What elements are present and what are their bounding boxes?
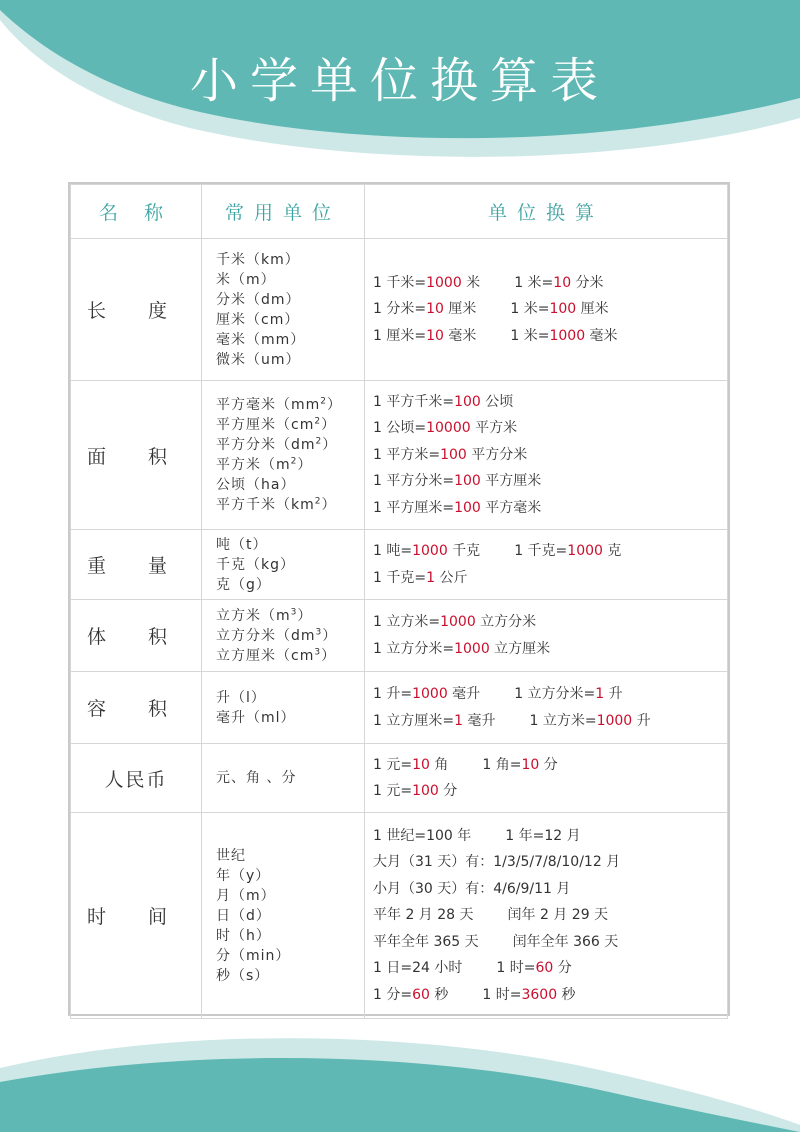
unit-item: 吨（t） [216, 536, 268, 553]
conversion-value: 10 [521, 756, 540, 773]
unit-item: 时（h） [216, 927, 271, 944]
conversion-line [373, 849, 726, 876]
conversion-line [373, 752, 726, 779]
conversion-text: 厘米 [576, 301, 609, 318]
conversion-item [373, 468, 541, 495]
conversion-value: 1 [454, 712, 464, 729]
conversion-item [482, 752, 557, 779]
conversion-text: 升 [604, 686, 623, 702]
unit-item: 毫米（mm） [216, 331, 306, 348]
unit-exponent: 2 [314, 496, 322, 507]
unit-item: 米（m） [216, 271, 276, 288]
row-units [202, 744, 365, 813]
conversion-line [373, 708, 726, 735]
row-name: 面 积 [71, 381, 202, 530]
conversion-line [373, 823, 726, 850]
conversion-line [373, 955, 726, 982]
conversion-item [373, 609, 536, 636]
conversion-value: 10 [426, 327, 444, 344]
row-units [202, 530, 365, 600]
unit-item: 升（l） [216, 689, 266, 706]
unit-text: 立方米（m [216, 607, 291, 624]
unit-item [216, 646, 363, 666]
conversion-text: 1 米= [510, 327, 550, 344]
conversion-line [373, 636, 726, 663]
row-name: 体 积 [71, 600, 202, 672]
unit-item: 元、角 、分 [216, 770, 297, 786]
conversion-text: 1 元= [373, 783, 413, 799]
conversion-item [510, 296, 608, 323]
conversion-text: 秒 [557, 986, 576, 1003]
conversion-text: 秒 [429, 986, 449, 1003]
row-conversions [365, 530, 728, 600]
conversion-text: 分 [539, 756, 558, 773]
conversion-text: 1 平方分米= [373, 473, 455, 490]
row-conversions [365, 813, 728, 1019]
conversion-value: 60 [535, 960, 554, 977]
conversion-text: 1 分米= [373, 301, 427, 318]
unit-item: 年（y） [216, 867, 271, 884]
conversion-item [373, 389, 513, 416]
conversion-value: 1000 [567, 543, 603, 559]
conversion-item [513, 929, 619, 956]
row-name: 重 量 [71, 530, 202, 600]
unit-item: 厘米（cm） [216, 311, 300, 328]
conversion-text: 1 立方分米= [514, 686, 596, 702]
conversion-item [514, 270, 603, 297]
conversion-text: 分米 [571, 274, 604, 291]
unit-exponent: 3 [290, 606, 298, 617]
conversion-text: 1 米= [510, 301, 550, 318]
conversion-text: 小月（30 天）有：4/6/9/11 月 [373, 880, 571, 897]
unit-text-end: ） [321, 417, 337, 433]
conversion-value: 1 [426, 569, 436, 586]
conversion-value: 3600 [521, 986, 558, 1003]
header-units: 常用单位 [202, 185, 365, 239]
conversion-line [373, 495, 726, 522]
conversion-value: 1000 [426, 274, 462, 291]
conversion-item [373, 752, 448, 779]
conversion-value: 10000 [426, 420, 471, 437]
header-row [71, 185, 728, 239]
conversion-text: 厘米 [443, 301, 477, 318]
conversion-text: 1 立方米= [529, 712, 597, 729]
conversion-item [514, 681, 622, 708]
conversion-text: 平方分米 [466, 446, 528, 463]
conversion-value: 1000 [412, 543, 448, 559]
unit-text-end: ） [321, 647, 337, 664]
page-title: 小学单位换算表 [189, 53, 610, 109]
unit-item: 毫升（ml） [216, 709, 296, 726]
unit-item: 日（d） [216, 907, 271, 924]
conversion-text: 分 [438, 783, 458, 799]
conversion-item [373, 495, 541, 522]
conversion-text: 1 吨= [373, 543, 413, 559]
unit-item [216, 395, 363, 415]
row-name: 时 间 [71, 813, 202, 1019]
conversion-text: 闰年 2 月 29 天 [507, 907, 609, 924]
conversion-text: 平年 2 月 28 天 [373, 907, 474, 924]
unit-text: 立方分米（dm [216, 627, 316, 644]
conversion-item [373, 708, 495, 735]
conversion-value: 100 [454, 393, 481, 410]
conversion-value: 1000 [454, 640, 490, 657]
header-name: 名 称 [71, 185, 202, 239]
conversion-text: 1 平方千米= [373, 393, 455, 410]
conversion-text: 平方厘米 [480, 473, 542, 490]
unit-text-end: ） [327, 397, 343, 413]
row-name: 长 度 [71, 239, 202, 381]
conversion-line [373, 389, 726, 416]
table-row-capacity [71, 672, 728, 744]
row-conversions [365, 744, 728, 813]
conversion-text: 1 千克= [373, 569, 427, 586]
conversion-item [373, 849, 620, 876]
unit-text: 平方米（m [216, 457, 291, 473]
unit-item [216, 435, 363, 455]
conversion-value: 10 [553, 274, 572, 291]
conversion-item [373, 296, 476, 323]
row-units [202, 381, 365, 530]
conversion-text: 毫米 [585, 327, 618, 344]
conversion-text: 1 千克= [514, 543, 568, 559]
conversion-text: 1 时= [496, 960, 536, 977]
conversion-text: 1 年=12 月 [505, 827, 581, 844]
conversion-text: 公斤 [435, 569, 468, 586]
conversion-text: 1 立方厘米= [373, 712, 455, 729]
conversion-text: 升 [632, 712, 651, 729]
conversion-line [373, 778, 726, 805]
conversion-value: 100 [549, 301, 577, 318]
unit-item: 微米（um） [216, 351, 301, 368]
conversion-line [373, 538, 726, 565]
conversion-text: 毫升 [463, 712, 496, 729]
row-units [202, 672, 365, 744]
conversion-text: 1 米= [514, 274, 554, 291]
conversion-item [373, 442, 527, 469]
table-row-currency [71, 744, 728, 813]
conversion-item [373, 636, 550, 663]
unit-item: 分（min） [216, 947, 291, 964]
unit-text: 平方毫米（mm [216, 397, 321, 413]
unit-item [216, 626, 363, 646]
conversion-value: 100 [440, 446, 467, 463]
conversion-line [373, 468, 726, 495]
unit-text: 平方厘米（cm [216, 417, 315, 433]
unit-exponent: 2 [290, 456, 298, 467]
table-row-area [71, 381, 728, 530]
conversion-item [373, 538, 480, 565]
conversion-line [373, 876, 726, 903]
conversion-line [373, 681, 726, 708]
unit-item: 千克（kg） [216, 556, 295, 573]
conversion-text: 公顷 [480, 393, 514, 410]
unit-exponent: 2 [314, 416, 322, 427]
conversion-item [496, 955, 571, 982]
conversion-text: 平年全年 365 天 [373, 933, 479, 950]
conversion-text: 1 厘米= [373, 327, 427, 344]
conversion-text: 米 [461, 274, 481, 291]
conversion-text: 分 [553, 960, 572, 977]
conversion-text: 千克 [447, 543, 481, 559]
conversion-value: 100 [454, 473, 481, 490]
conversion-value: 10 [412, 756, 430, 773]
conversion-item [514, 538, 621, 565]
conversion-text: 大月（31 天）有：1/3/5/7/8/10/12 月 [373, 854, 621, 871]
unit-text-end: ） [321, 497, 337, 513]
conversion-item [373, 270, 480, 297]
conversion-line [373, 929, 726, 956]
conversion-value: 100 [454, 499, 481, 516]
table-row-time [71, 813, 728, 1019]
unit-text-end: ） [297, 607, 313, 624]
unit-item [216, 415, 363, 435]
conversion-item [373, 929, 479, 956]
conversion-text: 立方分米 [475, 614, 537, 630]
conversion-value: 10 [426, 301, 444, 318]
conversion-line [373, 442, 726, 469]
conversion-item [482, 982, 575, 1009]
conversion-text: 平方米 [470, 420, 518, 437]
conversion-text: 1 角= [482, 756, 522, 773]
unit-exponent: 3 [314, 646, 322, 657]
conversion-value: 1000 [412, 686, 448, 702]
row-name: 人民币 [71, 744, 202, 813]
conversion-text: 角 [429, 756, 449, 773]
unit-text: 平方千米（km [216, 497, 315, 513]
conversion-text: 1 平方厘米= [373, 499, 455, 516]
conversion-text: 1 元= [373, 756, 413, 773]
conversion-item [373, 876, 570, 903]
conversion-item [505, 823, 580, 850]
unit-item: 克（g） [216, 576, 271, 593]
unit-item [216, 475, 363, 495]
conversion-line [373, 902, 726, 929]
conversion-text: 平方毫米 [480, 499, 542, 516]
unit-text: 公顷（ha） [216, 477, 296, 493]
conversion-item [373, 902, 474, 929]
conversion-value: 1000 [596, 712, 633, 729]
conversion-text: 1 千米= [373, 274, 427, 291]
row-conversions [365, 381, 728, 530]
conversion-text: 1 立方米= [373, 614, 441, 630]
unit-text-end: ） [322, 627, 338, 644]
conversion-text: 闰年全年 366 天 [512, 933, 619, 950]
conversion-text: 毫升 [447, 686, 481, 702]
conversion-line [373, 982, 726, 1009]
unit-text-end: ） [322, 437, 338, 453]
conversion-text: 1 立方分米= [373, 640, 455, 657]
conversion-text: 1 升= [373, 686, 413, 702]
row-conversions [365, 600, 728, 672]
conversion-item [508, 902, 609, 929]
unit-item [216, 495, 363, 515]
conversion-text: 克 [602, 543, 622, 559]
unit-exponent: 2 [320, 396, 328, 407]
conversion-text: 1 日=24 小时 [373, 960, 463, 977]
conversion-value: 100 [412, 783, 439, 799]
conversion-line [373, 565, 726, 592]
row-conversions [365, 239, 728, 381]
conversion-item [529, 708, 650, 735]
conversion-item [373, 415, 517, 442]
conversion-line [373, 609, 726, 636]
conversion-text: 1 时= [482, 986, 522, 1003]
conversion-line [373, 296, 726, 323]
unit-item: 千米（km） [216, 251, 300, 268]
conversion-item [373, 823, 471, 850]
row-units [202, 239, 365, 381]
conversion-text: 1 分= [373, 986, 413, 1003]
conversion-line [373, 323, 726, 350]
conversion-item [373, 955, 462, 982]
unit-item: 世纪 [216, 847, 246, 864]
unit-text: 立方厘米（cm [216, 647, 315, 664]
table-row-volume [71, 600, 728, 672]
conversion-line [373, 415, 726, 442]
conversion-item [373, 982, 448, 1009]
table-row-weight [71, 530, 728, 600]
conversion-text: 1 世纪=100 年 [373, 827, 472, 844]
unit-item [216, 455, 363, 475]
row-name: 容 积 [71, 672, 202, 744]
conversion-item [373, 778, 457, 805]
unit-exponent: 3 [315, 626, 323, 637]
conversion-item [373, 565, 467, 592]
conversion-table [68, 182, 730, 1016]
unit-text: 平方分米（dm [216, 437, 316, 453]
row-units [202, 813, 365, 1019]
header-conversion: 单位换算 [365, 185, 728, 239]
conversion-text: 1 平方米= [373, 446, 441, 463]
conversion-text: 1 公顷= [373, 420, 427, 437]
unit-item: 秒（s） [216, 967, 270, 984]
conversion-value: 1 [595, 686, 605, 702]
row-conversions [365, 672, 728, 744]
unit-item: 分米（dm） [216, 291, 301, 308]
unit-exponent: 2 [315, 436, 323, 447]
row-units [202, 600, 365, 672]
conversion-value: 1000 [549, 327, 586, 344]
conversion-value: 1000 [440, 614, 476, 630]
conversion-line [373, 270, 726, 297]
conversion-item [373, 323, 476, 350]
conversion-item [510, 323, 617, 350]
unit-item: 月（m） [216, 887, 276, 904]
conversion-text: 立方厘米 [489, 640, 551, 657]
conversion-item [373, 681, 480, 708]
conversion-text: 毫米 [443, 327, 477, 344]
unit-item [216, 606, 363, 626]
table-row-length [71, 239, 728, 381]
conversion-value: 60 [412, 986, 430, 1003]
unit-text-end: ） [297, 457, 313, 473]
